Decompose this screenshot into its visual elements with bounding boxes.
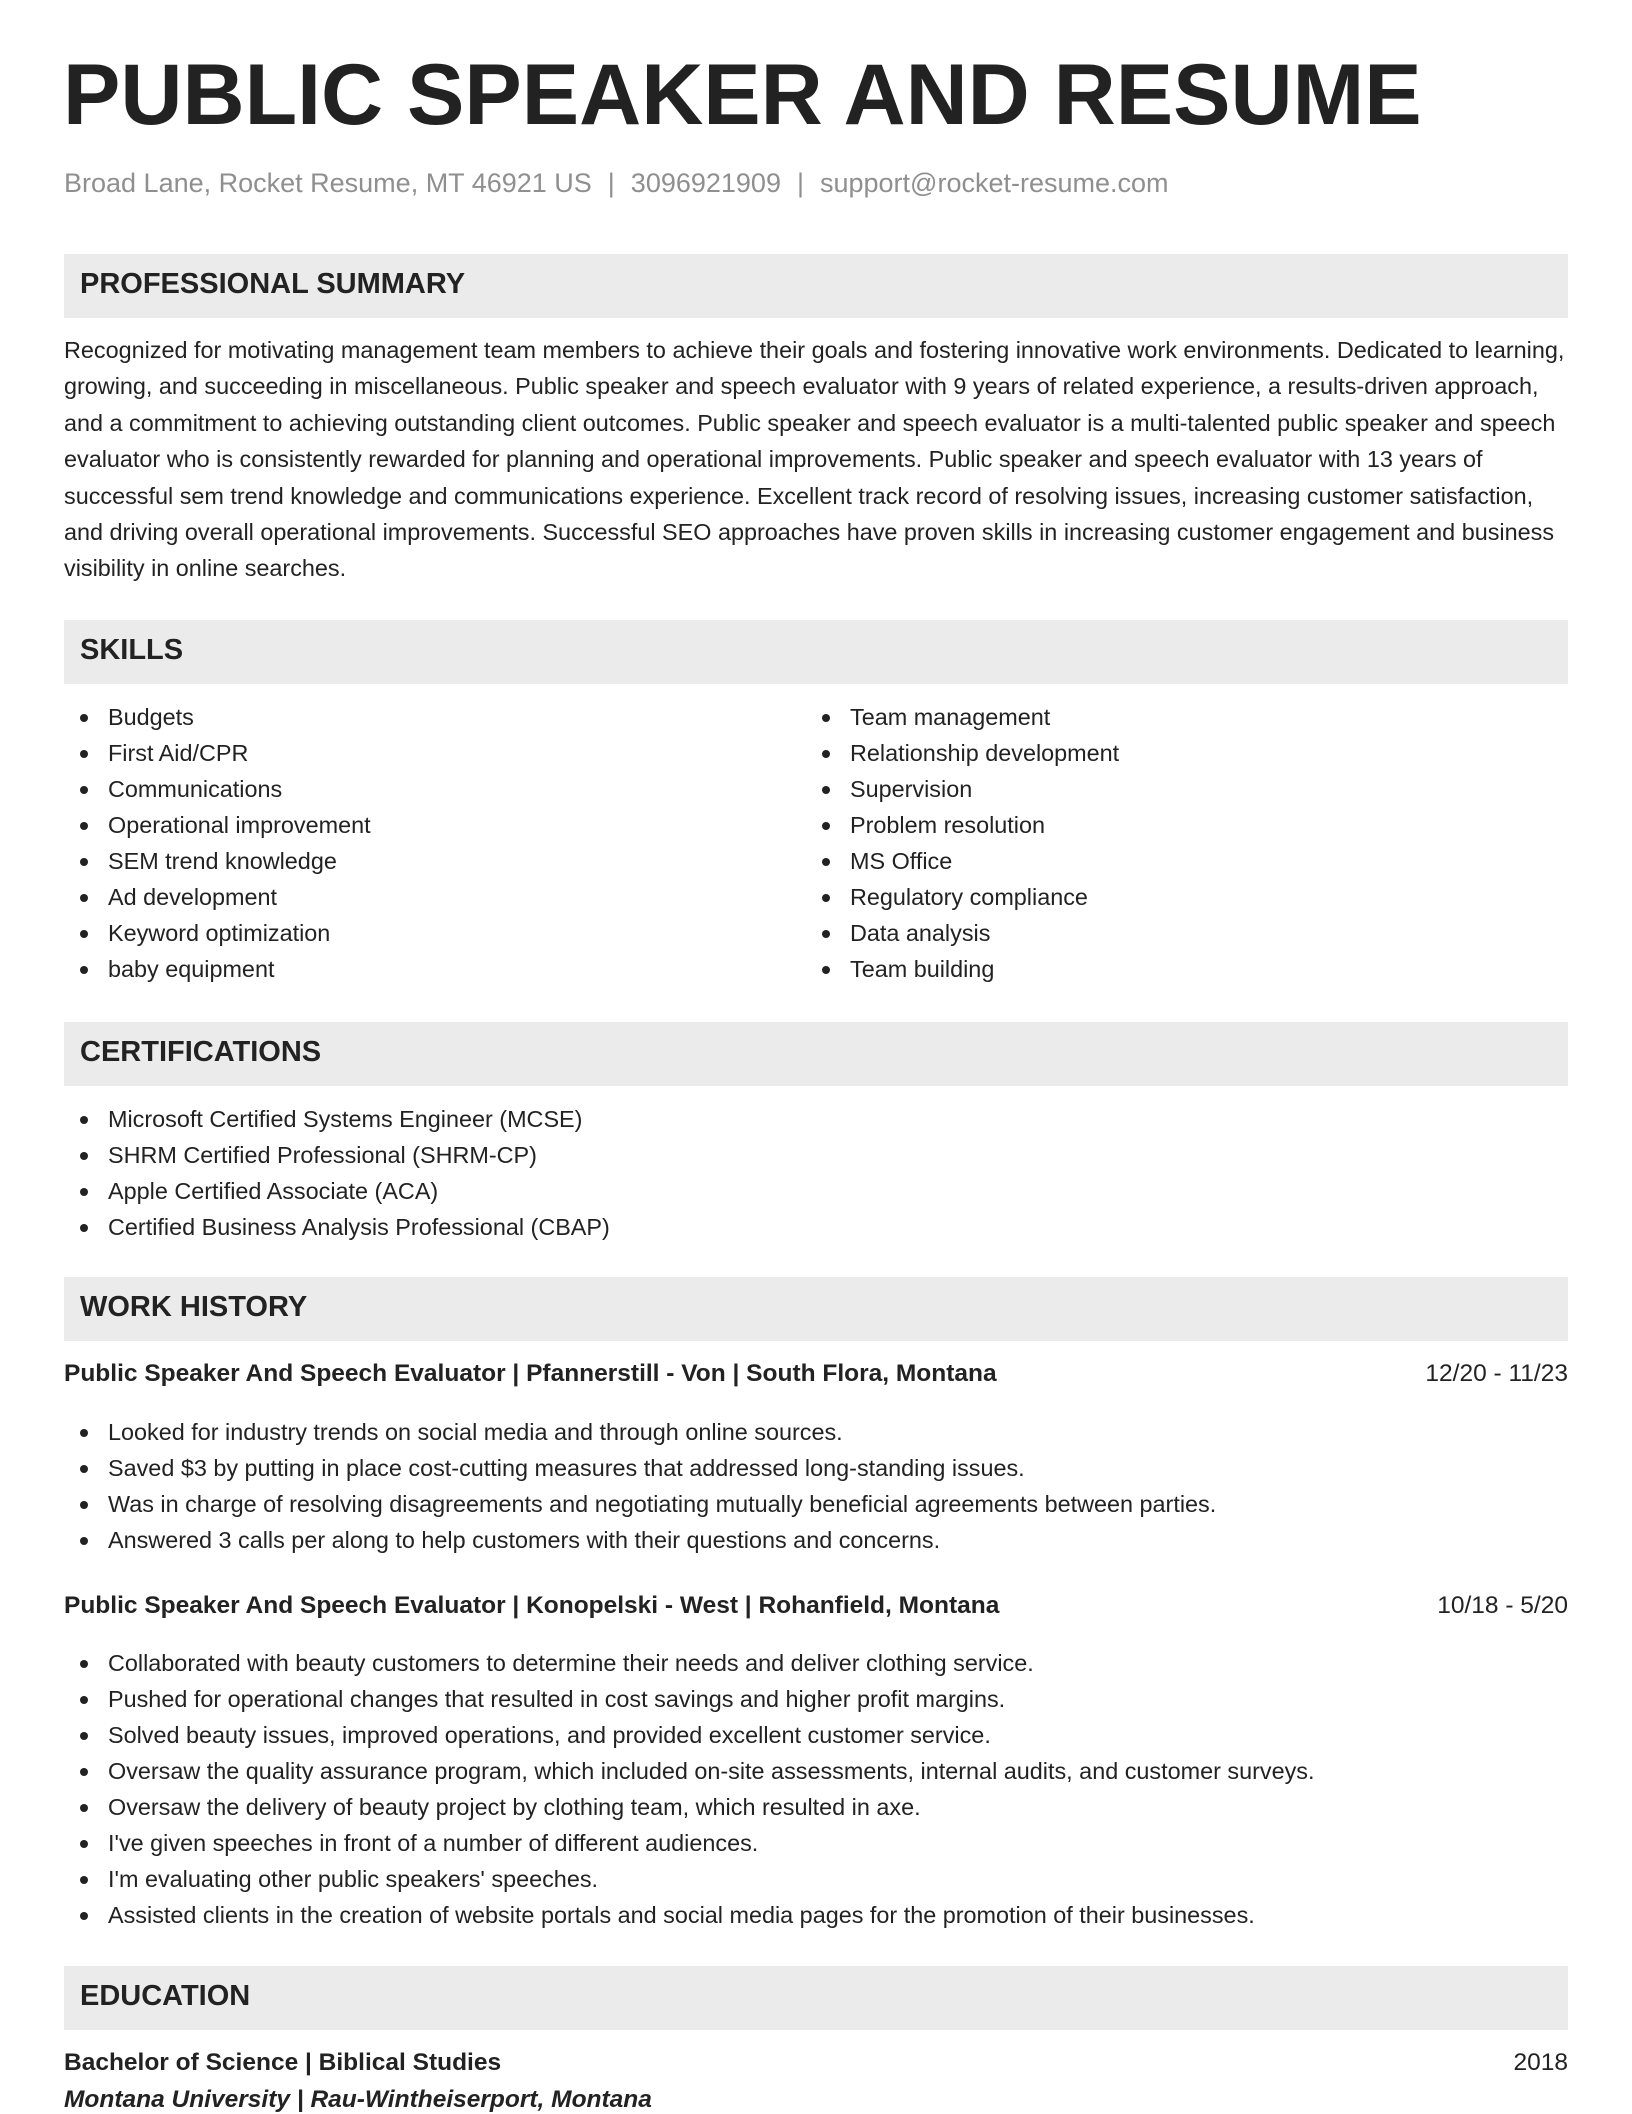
skill-item: First Aid/CPR — [64, 735, 371, 771]
contact-line — [64, 168, 1169, 199]
job-bullets — [64, 1414, 1216, 1558]
job-bullet: I'm evaluating other public speakers' speeches. — [64, 1861, 1314, 1897]
section-header-education — [64, 1966, 1568, 2030]
job-title: Public Speaker And Speech Evaluator | Pfannerstill - Von | South Flora, Montana — [64, 1360, 997, 1387]
resume-name: PUBLIC SPEAKER AND RESUME — [63, 47, 1422, 143]
job-bullet: Was in charge of resolving disagreements and negotiating mutually beneficial agreements between parties. — [64, 1486, 1216, 1522]
skill-item: Budgets — [64, 699, 371, 735]
skill-item: Problem resolution — [806, 807, 1119, 843]
section-title: EDUCATION — [80, 1980, 251, 2012]
education-degree: Bachelor of Science | Biblical Studies — [64, 2049, 502, 2076]
job-bullet: Assisted clients in the creation of website portals and social media pages for the promotion of their businesses. — [64, 1897, 1314, 1933]
section-header-summary — [64, 254, 1568, 318]
skill-item: baby equipment — [64, 951, 371, 987]
contact-email: support@rocket-resume.com — [819, 168, 1169, 198]
job-bullet: Oversaw the delivery of beauty project by clothing team, which resulted in axe. — [64, 1789, 1314, 1825]
certification-item: SHRM Certified Professional (SHRM-CP) — [64, 1137, 610, 1173]
contact-separator: | — [607, 168, 615, 198]
skill-item: Data analysis — [806, 915, 1119, 951]
skill-item: Communications — [64, 771, 371, 807]
job-bullet: Pushed for operational changes that resulted in cost savings and higher profit margins. — [64, 1681, 1314, 1717]
skills-list-right — [806, 699, 1119, 987]
section-header-work-history — [64, 1277, 1568, 1341]
job-dates: 12/20 - 11/23 — [1425, 1360, 1568, 1387]
job-bullet: Solved beauty issues, improved operations, and provided excellent customer service. — [64, 1717, 1314, 1753]
job-bullet: Saved $3 by putting in place cost-cutting measures that addressed long-standing issues. — [64, 1450, 1216, 1486]
education-school: Montana University | Rau-Wintheiserport, Montana — [64, 2086, 652, 2113]
job-bullet: Answered 3 calls per along to help customers with their questions and concerns. — [64, 1522, 1216, 1558]
certification-item: Certified Business Analysis Professional (CBAP) — [64, 1209, 610, 1245]
skill-item: Relationship development — [806, 735, 1119, 771]
section-title: PROFESSIONAL SUMMARY — [80, 268, 466, 300]
section-title: WORK HISTORY — [80, 1291, 308, 1323]
education-year: 2018 — [1513, 2049, 1568, 2076]
job-bullets — [64, 1645, 1314, 1933]
skill-item: Supervision — [806, 771, 1119, 807]
section-title: CERTIFICATIONS — [80, 1036, 322, 1068]
job-bullet: Looked for industry trends on social media and through online sources. — [64, 1414, 1216, 1450]
contact-phone: 3096921909 — [630, 168, 781, 198]
certification-item: Apple Certified Associate (ACA) — [64, 1173, 610, 1209]
skills-list-left — [64, 699, 371, 987]
section-header-certifications — [64, 1022, 1568, 1086]
job-bullet: I've given speeches in front of a number of different audiences. — [64, 1825, 1314, 1861]
section-title: SKILLS — [80, 634, 184, 666]
skill-item: Regulatory compliance — [806, 879, 1119, 915]
job-title: Public Speaker And Speech Evaluator | Konopelski - West | Rohanfield, Montana — [64, 1592, 1000, 1619]
skill-item: SEM trend knowledge — [64, 843, 371, 879]
certifications-list — [64, 1101, 610, 1245]
skill-item: Keyword optimization — [64, 915, 371, 951]
certification-item: Microsoft Certified Systems Engineer (MCSE) — [64, 1101, 610, 1137]
skill-item: MS Office — [806, 843, 1119, 879]
section-header-skills — [64, 620, 1568, 684]
skill-item: Ad development — [64, 879, 371, 915]
job-dates: 10/18 - 5/20 — [1437, 1592, 1568, 1619]
contact-address: Broad Lane, Rocket Resume, MT 46921 US — [64, 168, 592, 198]
skill-item: Operational improvement — [64, 807, 371, 843]
contact-separator: | — [796, 168, 804, 198]
job-bullet: Collaborated with beauty customers to determine their needs and deliver clothing service. — [64, 1645, 1314, 1681]
skill-item: Team building — [806, 951, 1119, 987]
job-bullet: Oversaw the quality assurance program, which included on-site assessments, internal audits, and customer surveys. — [64, 1753, 1314, 1789]
summary-text: Recognized for motivating management team members to achieve their goals and fostering innovative work environments. Dedicated to learning, growing, and succeeding in miscellaneous. Public speaker and speech evaluator with 9 years of related experience, a results-driven approach, and a commitment to achieving outstanding client outcomes. Public speaker and speech evaluator is a multi-talented public speaker and speech evaluator who is consistently rewarded for planning and operational improvements. Public speaker and speech evaluator with 13 years of successful sem trend knowledge and communications experience. Excellent track record of resolving issues, increasing customer satisfaction, and driving overall operational improvements. Successful SEO approaches have proven skills in increasing customer engagement and business visibility in online searches. — [64, 337, 1565, 582]
skill-item: Team management — [806, 699, 1119, 735]
